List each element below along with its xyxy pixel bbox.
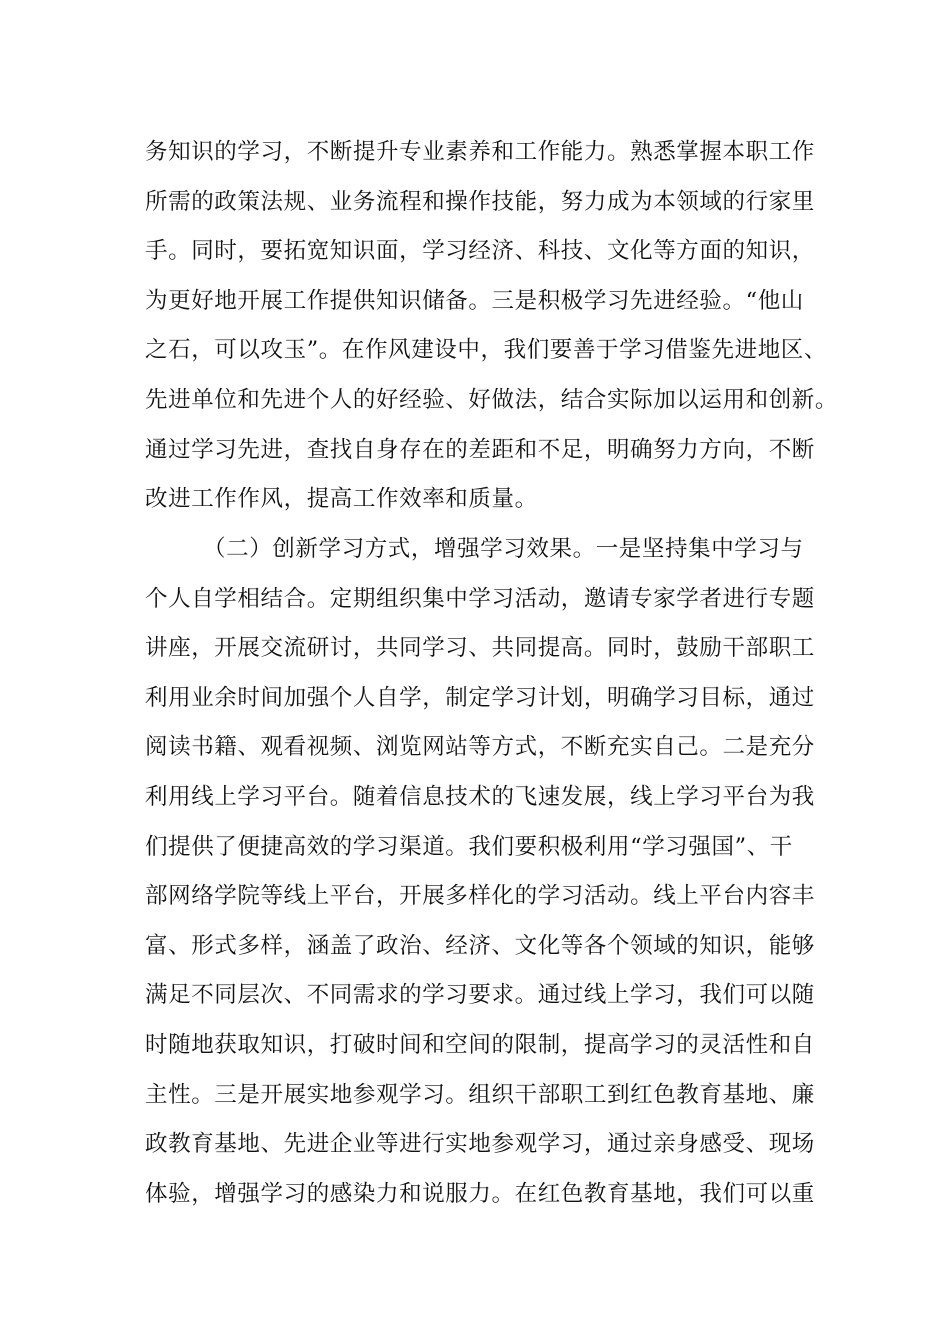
- text-line: 利用业余时间加强个人自学，制定学习计划，明确学习目标，通过: [145, 684, 815, 711]
- text-line: 改进工作作风，提高工作效率和质量。: [145, 486, 538, 513]
- text-line: 为更好地开展工作提供知识储备。三是积极学习先进经验。“他山: [145, 287, 804, 314]
- text-line: 所需的政策法规、业务流程和操作技能，努力成为本领域的行家里: [145, 188, 815, 215]
- text-line: 时随地获取知识，打破时间和空间的限制，提高学习的灵活性和自: [145, 1031, 815, 1058]
- text-line: 富、形式多样，涵盖了政治、经济、文化等各个领域的知识，能够: [145, 932, 815, 959]
- text-line: 手。同时，要拓宽知识面，学习经济、科技、文化等方面的知识，: [145, 238, 815, 265]
- text-line: 讲座，开展交流研讨，共同学习、共同提高。同时，鼓励干部职工: [145, 635, 815, 662]
- text-line: 政教育基地、先进企业等进行实地参观学习，通过亲身感受、现场: [145, 1131, 815, 1158]
- text-line: 之石，可以攻玉”。在作风建设中，我们要善于学习借鉴先进地区、: [145, 337, 828, 364]
- section-heading-line: （二）创新学习方式，增强学习效果。一是坚持集中学习与: [203, 536, 804, 562]
- text-line: 们提供了便捷高效的学习渠道。我们要积极利用“学习强国”、干: [145, 833, 793, 860]
- text-line: 务知识的学习，不断提升专业素养和工作能力。熟悉掌握本职工作: [145, 139, 815, 165]
- text-line: 通过学习先进，查找自身存在的差距和不足，明确努力方向，不断: [145, 436, 815, 463]
- text-line: 阅读书籍、观看视频、浏览网站等方式，不断充实自己。二是充分: [145, 734, 815, 761]
- text-line: 个人自学相结合。定期组织集中学习活动，邀请专家学者进行专题: [145, 585, 815, 612]
- text-line: 先进单位和先进个人的好经验、好做法，结合实际加以运用和创新。: [145, 386, 839, 413]
- text-line: 主性。三是开展实地参观学习。组织干部职工到红色教育基地、廉: [145, 1081, 815, 1108]
- paragraph-section-2: [145, 525, 815, 1219]
- paragraph-continued: [145, 128, 839, 525]
- text-line: 利用线上学习平台。随着信息技术的飞速发展，线上学习平台为我: [145, 783, 815, 810]
- text-line: 满足不同层次、不同需求的学习要求。通过线上学习，我们可以随: [145, 982, 815, 1009]
- text-line: 部网络学院等线上平台，开展多样化的学习活动。线上平台内容丰: [145, 883, 815, 910]
- text-line: 体验，增强学习的感染力和说服力。在红色教育基地，我们可以重: [145, 1180, 815, 1207]
